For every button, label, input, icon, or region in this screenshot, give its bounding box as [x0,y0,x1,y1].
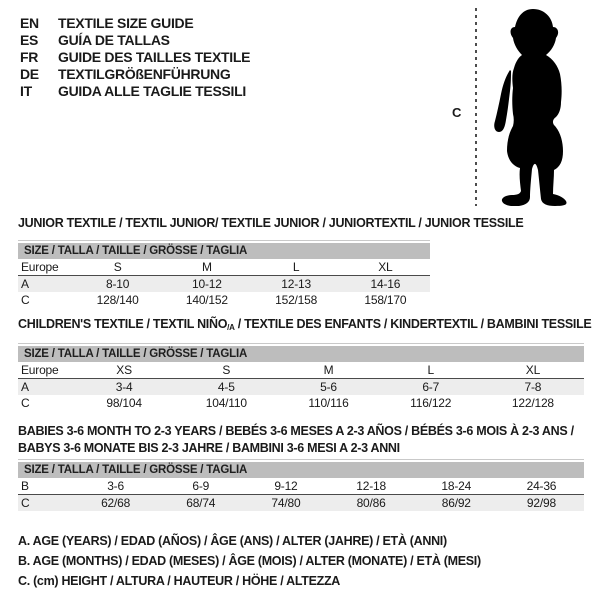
height-cell: 74/80 [271,496,301,510]
legend-notes [18,531,481,591]
size-cell: XL [525,363,541,377]
size-cell: L [292,260,300,274]
guide-title-fr: GUIDE DES TAILLES TEXTILE [58,49,251,65]
height-cell: 122/128 [511,396,554,410]
age-cell: 3-4 [115,380,133,394]
height-cell: 152/158 [275,293,318,307]
height-label-c: C [452,105,462,120]
row-label: C [21,496,30,510]
size-cell: L [427,363,434,377]
row-label: Europe [21,260,59,274]
note-age-years: A. AGE (YEARS) / EDAD (AÑOS) / ÂGE (ANS) / ALTER (JAHRE) / ETÀ (ANNI) [18,534,447,548]
guide-title-es: GUÍA DE TALLAS [58,32,170,48]
height-cell: 140/152 [185,293,228,307]
language-code: FR [20,49,39,65]
guide-title-it: GUIDA ALLE TAGLIE TESSILI [58,83,246,99]
row-label: A [21,277,29,291]
table-row [18,276,430,292]
age-cell: 6-7 [422,380,440,394]
row-label: C [21,293,30,307]
baby-silhouette-icon [494,8,572,206]
language-code: ES [20,32,39,48]
height-cell: 68/74 [186,496,216,510]
row-label: C [21,396,30,410]
size-header-bar: SIZE / TALLA / TAILLE / GRÖSSE / TAGLIA [18,462,584,478]
language-code: EN [20,15,39,31]
height-cell: 80/86 [356,496,386,510]
size-cell: S [222,363,231,377]
height-cell: 116/122 [410,396,452,410]
children-size-table [18,343,584,411]
age-cell: 7-8 [524,380,542,394]
size-cell: S [113,260,122,274]
table-top-rule [18,343,584,344]
language-row-es [20,32,250,49]
size-header-bar: SIZE / TALLA / TAILLE / GRÖSSE / TAGLIA [18,243,430,259]
language-code: DE [20,66,39,82]
size-header-bar: SIZE / TALLA / TAILLE / GRÖSSE / TAGLIA [18,346,584,362]
size-cell: M [201,260,212,274]
children-title-pre: CHILDREN'S TEXTILE / TEXTIL NIÑO [18,317,228,331]
guide-title-en: TEXTILE SIZE GUIDE [58,15,194,31]
language-title-list [20,15,250,100]
age-cell: 24-36 [526,479,557,493]
junior-table-title: JUNIOR TEXTILE / TEXTIL JUNIOR/ TEXTILE JUNIOR / JUNIORTEXTIL / JUNIOR TESSILE [18,216,524,230]
age-cell: 14-16 [370,277,401,291]
table-top-rule [18,240,430,241]
height-cell: 62/68 [101,496,131,510]
table-row [18,362,584,379]
guide-title-de: TEXTILGRÖßENFÜHRUNG [58,66,231,82]
height-cell: 98/104 [106,396,142,410]
children-table-title [18,317,591,332]
age-cell: 8-10 [106,277,130,291]
age-cell: 18-24 [441,479,472,493]
babies-table-title [18,423,574,457]
language-row-fr [20,49,250,66]
age-cell: 12-13 [281,277,311,291]
age-cell: 6-9 [192,479,210,493]
height-measure-dotted-line [475,8,477,206]
note-height-cm: C. (cm) HEIGHT / ALTURA / HAUTEUR / HÖHE / ALTEZZA [18,574,341,588]
table-row [18,495,584,511]
height-cell: 110/116 [308,396,349,410]
age-cell: 10-12 [192,277,222,291]
age-cell: 9-12 [274,479,298,493]
babies-title-line2: BABYS 3-6 MONATE BIS 2-3 JAHRE / BAMBINI 3-6 MESI A 2-3 ANNI [18,441,400,455]
height-cell: 158/170 [364,293,407,307]
table-row [18,259,430,276]
language-row-it [20,83,250,100]
age-cell: 5-6 [320,380,337,394]
babies-title-line1: BABIES 3-6 MONTH TO 2-3 YEARS / BEBÉS 3-6 MESES A 2-3 AÑOS / BÉBÉS 3-6 MOIS À 2-3 ANS / [18,424,574,438]
size-cell: XL [378,260,393,274]
height-cell: 104/110 [205,396,247,410]
language-row-de [20,66,250,83]
babies-size-table [18,459,584,511]
height-cell: 128/140 [96,293,139,307]
note-age-months: B. AGE (MONTHS) / EDAD (MESES) / ÂGE (MOIS) / ALTER (MONATE) / ETÀ (MESI) [18,554,481,568]
age-cell: 3-6 [107,479,124,493]
height-cell: 92/98 [526,496,556,510]
junior-size-table [18,240,430,308]
table-row [18,395,584,411]
age-cell: 12-18 [356,479,386,493]
table-row [18,292,430,308]
children-title-post: / TEXTILE DES ENFANTS / KINDERTEXTIL / BAMBINI TESSILE [234,317,592,331]
row-label: B [21,479,29,493]
table-top-rule [18,459,584,460]
size-cell: XS [116,363,132,377]
row-label: Europe [21,363,59,377]
size-cell: M [323,363,334,377]
age-cell: 4-5 [217,380,235,394]
language-code: IT [20,83,32,99]
language-row-en [20,15,250,32]
row-label: A [21,380,29,394]
height-cell: 86/92 [441,496,471,510]
children-title-sub: /A [227,323,235,332]
table-row [18,379,584,395]
table-row [18,478,584,495]
